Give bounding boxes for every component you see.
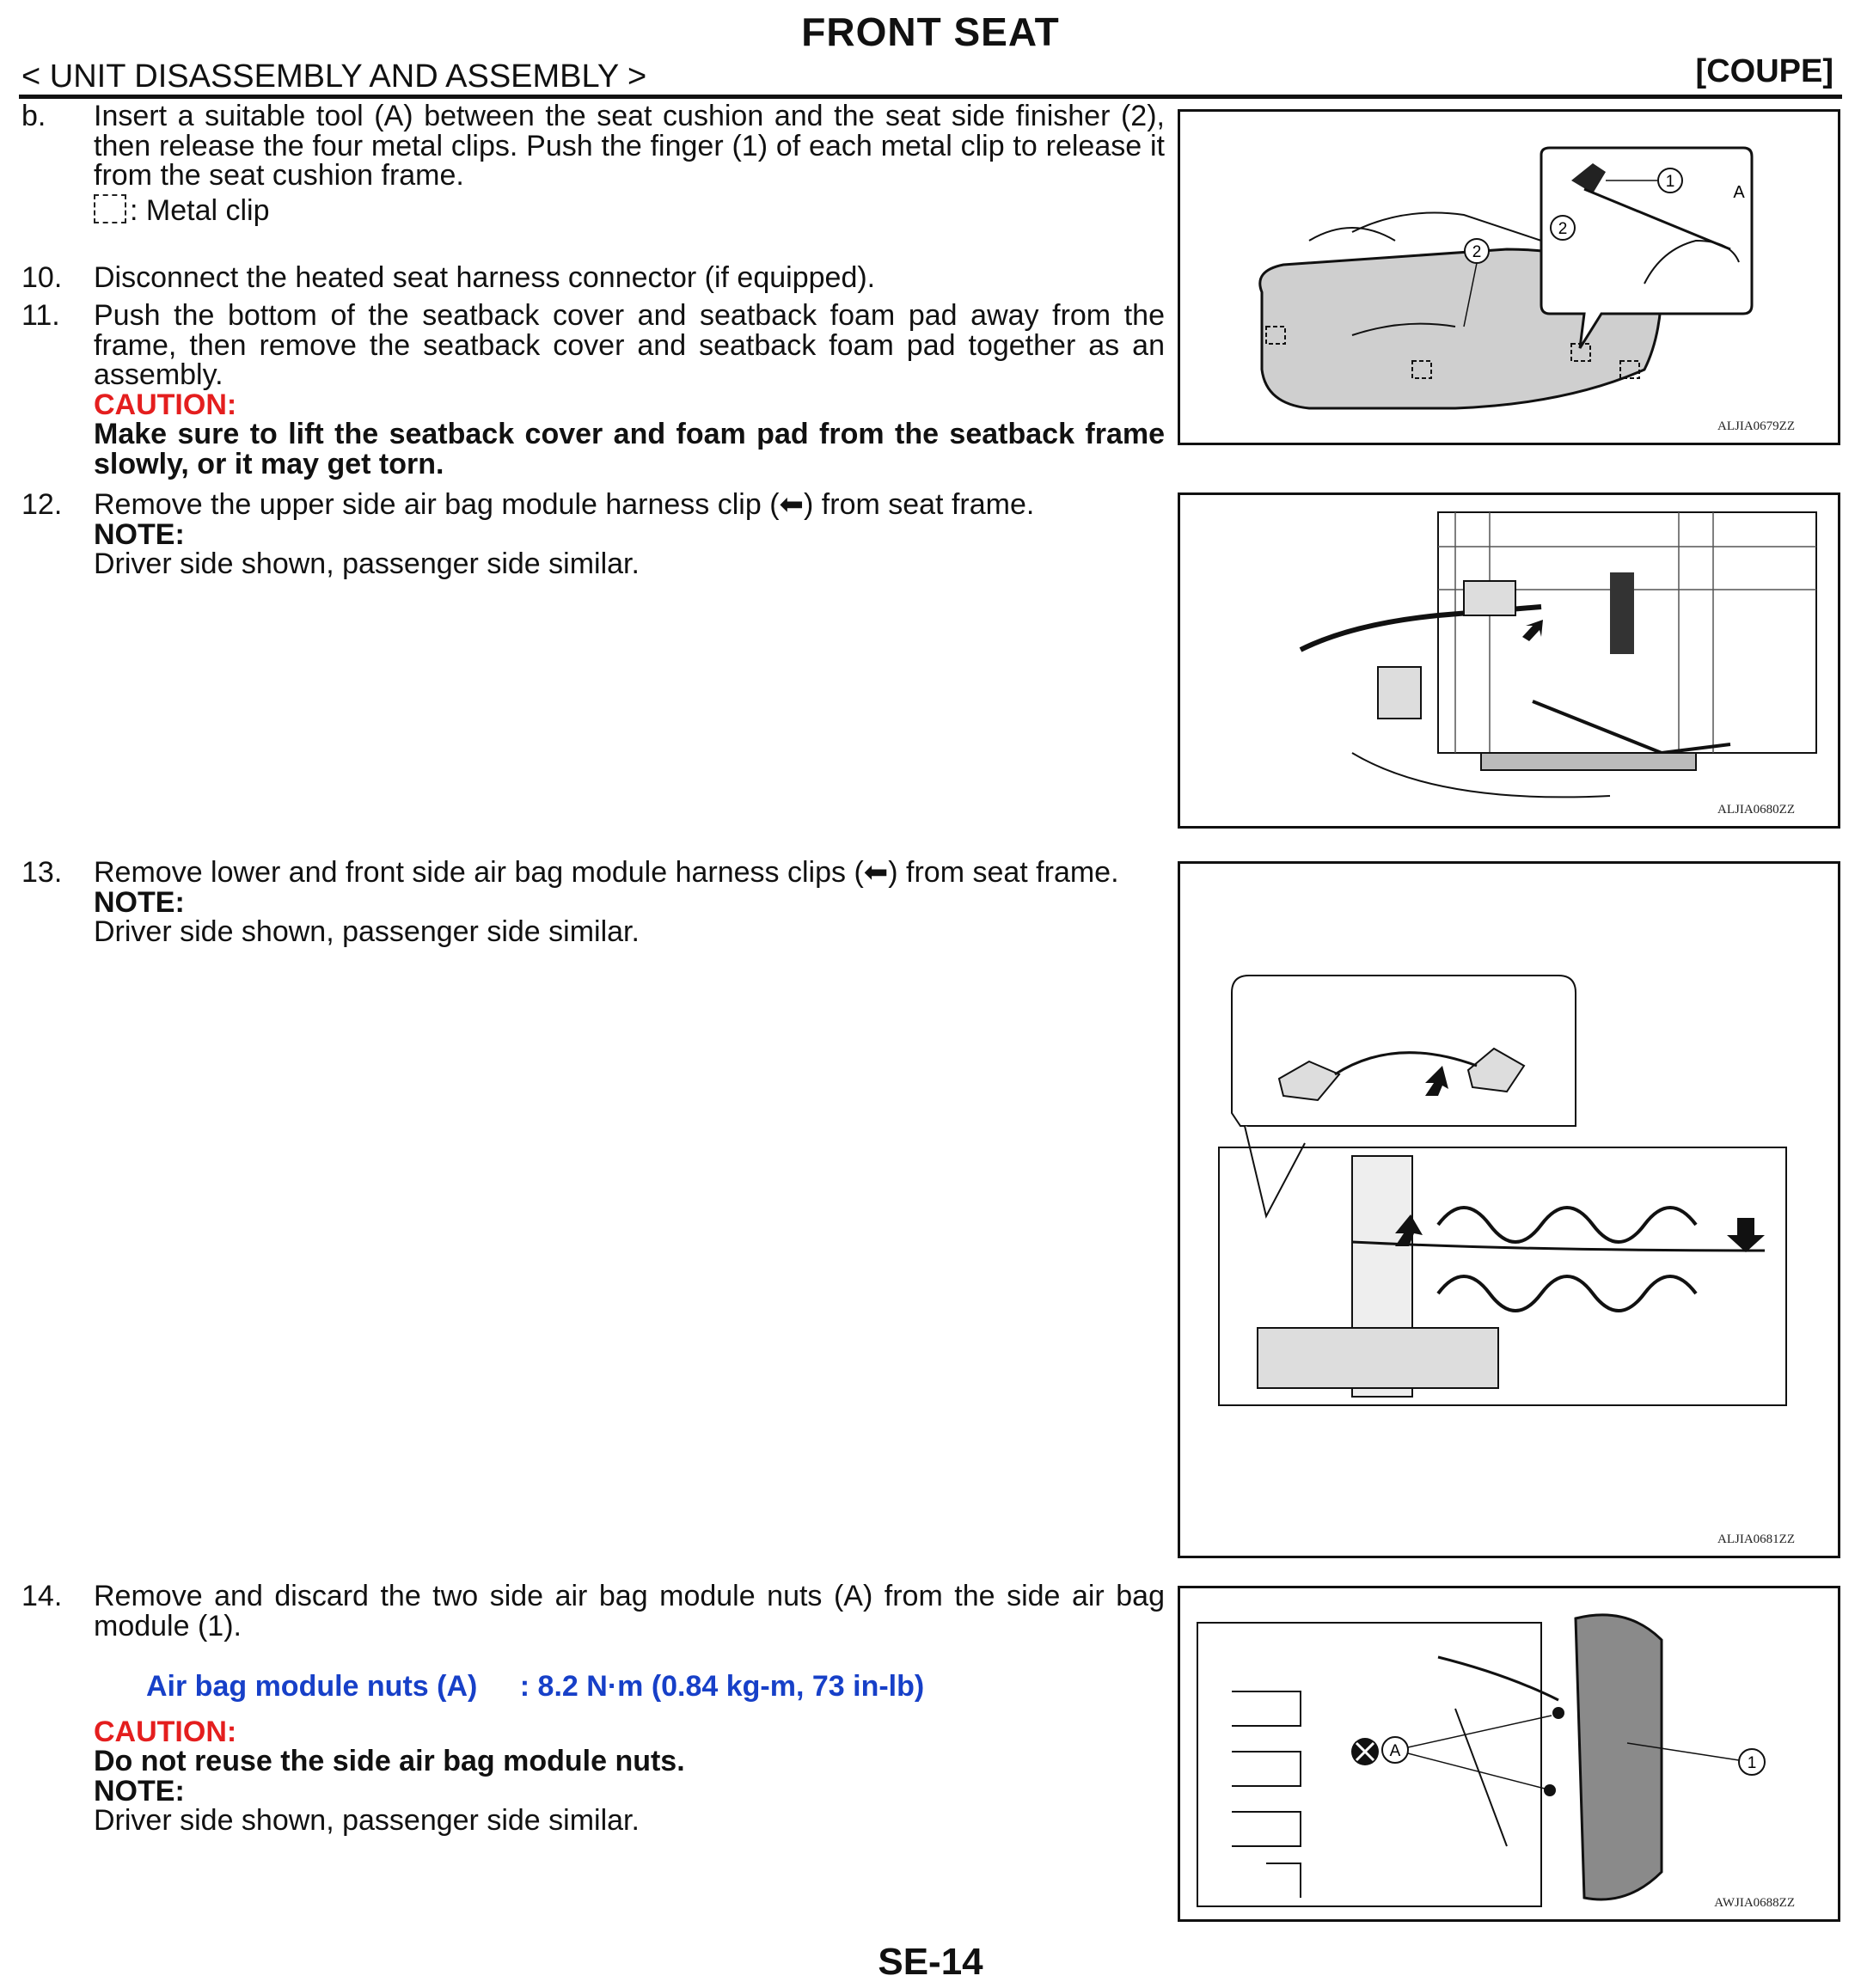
section-title: < UNIT DISASSEMBLY AND ASSEMBLY > (21, 58, 647, 95)
step-11 (21, 301, 1165, 479)
seat-cushion-illustration (1180, 112, 1838, 443)
figure-code: ALJIA0681ZZ (1717, 1532, 1795, 1546)
torque-label: Air bag module nuts (A) (146, 1670, 478, 1703)
figure-code: ALJIA0679ZZ (1717, 419, 1795, 433)
callout-2: 2 (1472, 243, 1482, 261)
step-number: 11. (21, 299, 60, 332)
seat-frame-upper-illustration (1180, 495, 1838, 826)
torque-spec (146, 1672, 1165, 1702)
figure-seat-cushion-clips (1178, 109, 1840, 445)
callout-2-inset: 2 (1558, 220, 1568, 238)
step-text: Push the bottom of the seatback cover and seatback foam pad away from the frame, then remove the seatback cover and seatback foam pad together as an assembly. (94, 299, 1165, 391)
callout-A: A (1389, 1742, 1401, 1760)
metal-clip-legend (94, 194, 1165, 226)
figure-upper-harness-clip (1178, 492, 1840, 829)
note-label: NOTE: (94, 885, 185, 919)
torque-value: : 8.2 N·m (0.84 kg-m, 73 in-lb) (519, 1670, 925, 1703)
caution-text: Make sure to lift the seatback cover and foam pad from the seatback frame slowly, or it may get torn. (94, 418, 1165, 480)
step-text: Remove and discard the two side air bag module nuts (A) from the side air bag module (1). (94, 1580, 1165, 1642)
step-number: 10. (21, 261, 63, 294)
step-text: Insert a suitable tool (A) between the seat cushion and the seat side finisher (2), then release the four metal clips. Push the finger (1) of each metal clip to release it from the seat cushion frame. (94, 100, 1165, 192)
step-number: b. (21, 100, 46, 132)
figure-code: ALJIA0680ZZ (1717, 803, 1795, 817)
page-title: FRONT SEAT (801, 9, 1060, 54)
figure-lower-front-harness-clips (1178, 861, 1840, 1558)
note-label: NOTE: (94, 1774, 185, 1808)
callout-1: 1 (1665, 173, 1675, 191)
callout-1: 1 (1747, 1754, 1757, 1772)
note-text: Driver side shown, passenger side similar. (94, 1804, 640, 1837)
note-text: Driver side shown, passenger side similar. (94, 547, 640, 580)
caution-text: Do not reuse the side air bag module nuts. (94, 1745, 685, 1777)
step-14 (21, 1581, 1165, 1836)
note-label: NOTE: (94, 517, 185, 551)
legend-text: : Metal clip (130, 193, 270, 227)
page-number: SE-14 (878, 1941, 983, 1983)
metal-clip-icon (94, 194, 126, 223)
seat-frame-lower-illustration (1180, 864, 1838, 1556)
figure-air-bag-module-nuts (1178, 1586, 1840, 1922)
step-12 (21, 490, 1165, 579)
air-bag-module-illustration (1180, 1588, 1838, 1919)
model-tag: [COUPE] (1695, 53, 1833, 89)
caution-label: CAUTION: (94, 388, 237, 421)
step-number: 13. (21, 856, 63, 889)
step-text: Remove lower and front side air bag module harness clips (⬅) from seat frame. (94, 856, 1119, 889)
caution-label: CAUTION: (94, 1715, 237, 1748)
callout-A: A (1733, 183, 1745, 202)
step-b (21, 101, 1165, 225)
step-text: Remove the upper side air bag module harness clip (⬅) from seat frame. (94, 488, 1035, 521)
step-10 (21, 263, 1165, 293)
step-number: 12. (21, 488, 63, 521)
note-text: Driver side shown, passenger side similar. (94, 915, 640, 948)
figure-code: AWJIA0688ZZ (1714, 1896, 1795, 1910)
step-number: 14. (21, 1580, 63, 1612)
step-text: Disconnect the heated seat harness connector (if equipped). (94, 261, 876, 294)
step-13 (21, 858, 1165, 947)
header-rule (19, 95, 1842, 99)
